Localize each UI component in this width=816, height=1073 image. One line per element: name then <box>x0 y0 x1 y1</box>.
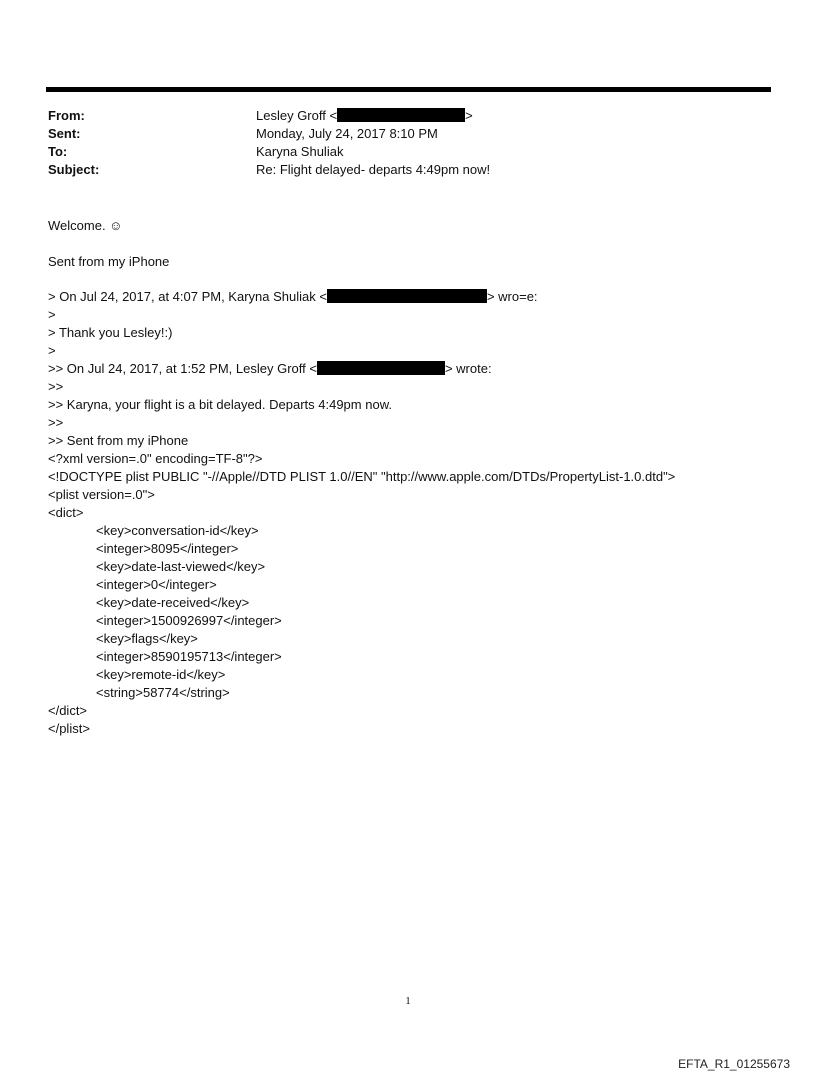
to-value: Karyna Shuliak <box>256 144 344 159</box>
dict-close: </dict> <box>48 703 88 718</box>
dict-line: <key>date-last-viewed</key> <box>96 559 266 574</box>
plist-open: <plist version=.0"> <box>48 487 155 502</box>
redaction-box <box>337 108 465 122</box>
from-bracket: > <box>465 108 473 123</box>
redaction-box <box>327 289 487 303</box>
quote1-end: > wro=e: <box>486 289 538 304</box>
sent-label: Sent: <box>48 126 81 141</box>
quote1-header <box>48 288 538 306</box>
dict-line: <string>58774</string> <box>96 685 230 700</box>
from-row <box>48 107 768 125</box>
plist-close: </plist> <box>48 721 90 736</box>
email-header <box>48 107 768 179</box>
from-label: From: <box>48 108 85 123</box>
subject-value: Re: Flight delayed- departs 4:49pm now! <box>256 162 491 177</box>
quote2-header <box>48 360 492 378</box>
dict-line: <integer>8095</integer> <box>96 541 239 556</box>
dict-line: <key>conversation-id</key> <box>96 523 259 538</box>
document-id: EFTA_R1_01255673 <box>678 1057 790 1071</box>
thank-you-line: > Thank you Lesley!:) <box>48 325 173 340</box>
redaction-box <box>317 361 445 375</box>
sent-from-quoted-line: >> Sent from my iPhone <box>48 433 189 448</box>
quote1-start: > On Jul 24, 2017, at 4:07 PM, Karyna Shuliak < <box>48 289 327 304</box>
dict-open: <dict> <box>48 505 84 520</box>
dict-line: <integer>1500926997</integer> <box>96 613 282 628</box>
xml-declaration: <?xml version=.0" encoding=TF-8"?> <box>48 451 263 466</box>
welcome-line: Welcome. ☺ <box>48 218 123 233</box>
delayed-line: >> Karyna, your flight is a bit delayed. Departs 4:49pm now. <box>48 397 392 412</box>
to-label: To: <box>48 144 68 159</box>
doctype-line: <!DOCTYPE plist PUBLIC "-//Apple//DTD PLIST 1.0//EN" "http://www.apple.com/DTDs/PropertyList-1.0.dtd"> <box>48 469 676 484</box>
from-value <box>256 107 473 125</box>
dict-line: <integer>0</integer> <box>96 577 217 592</box>
quote2-end: > wrote: <box>444 361 492 376</box>
quote-blank-line: > <box>48 343 56 358</box>
dict-line: <key>remote-id</key> <box>96 667 226 682</box>
quote-blank-line: >> <box>48 415 64 430</box>
dict-line: <integer>8590195713</integer> <box>96 649 282 664</box>
to-row <box>48 143 768 161</box>
quote-blank-line: >> <box>48 379 64 394</box>
header-divider <box>46 87 771 92</box>
page-number: 1 <box>405 995 411 1007</box>
sent-value: Monday, July 24, 2017 8:10 PM <box>256 126 438 141</box>
subject-label: Subject: <box>48 162 100 177</box>
subject-row <box>48 161 768 179</box>
quote2-start: >> On Jul 24, 2017, at 1:52 PM, Lesley Groff < <box>48 361 317 376</box>
sent-from-line: Sent from my iPhone <box>48 254 170 269</box>
quote-blank-line: > <box>48 307 56 322</box>
sent-row <box>48 125 768 143</box>
dict-line: <key>date-received</key> <box>96 595 250 610</box>
from-name: Lesley Groff < <box>256 108 338 123</box>
dict-line: <key>flags</key> <box>96 631 198 646</box>
